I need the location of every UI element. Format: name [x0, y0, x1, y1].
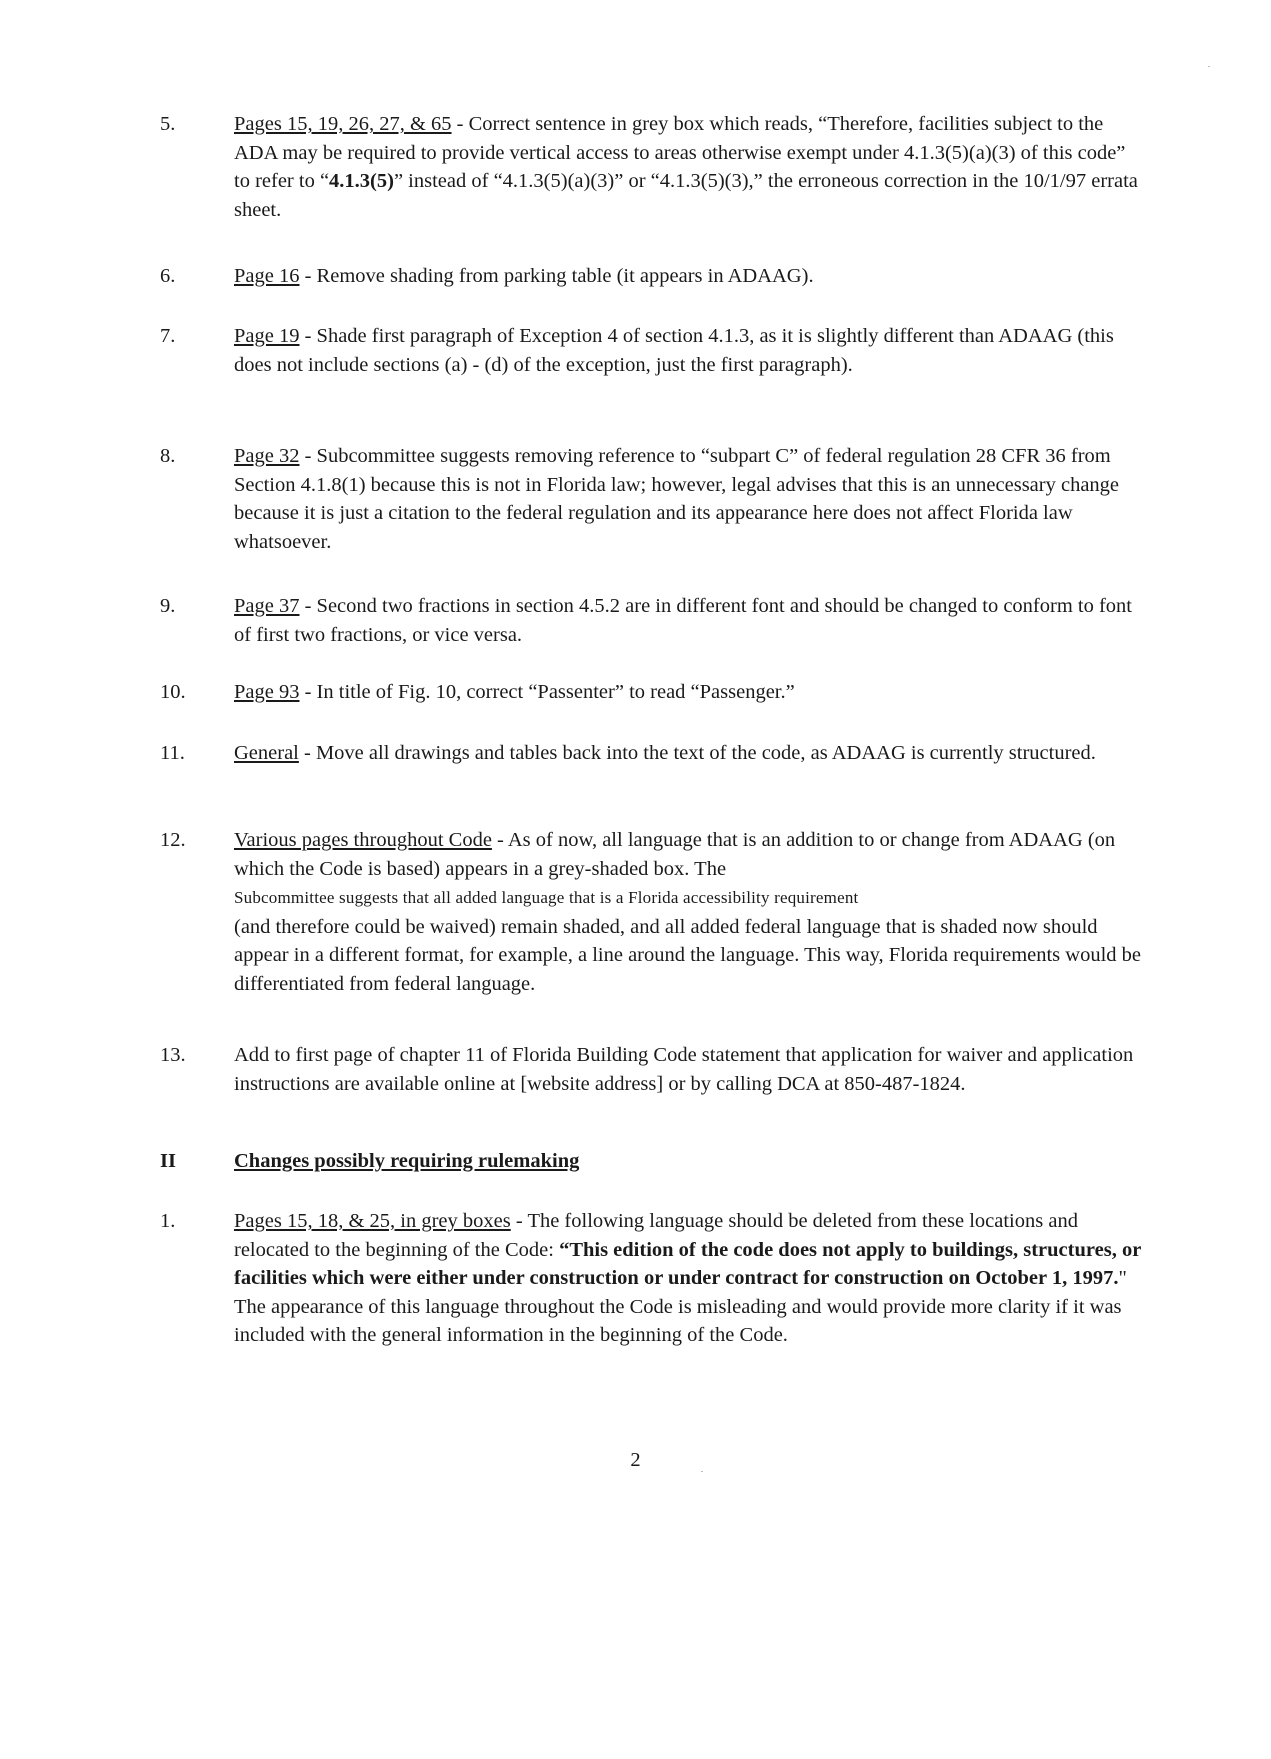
item-number: 6. [160, 265, 176, 287]
page-reference: Page 93 [234, 681, 300, 703]
item-body [234, 739, 1146, 768]
item-number: 7. [160, 325, 176, 347]
page-reference: Page 19 [234, 325, 300, 347]
section-ii-list-item-1 [160, 1207, 1160, 1350]
page-reference: Various pages throughout Code [234, 829, 492, 851]
item-text: - The following language should be deleted from these locations and relocated to the beginning of the Code: [234, 1210, 1078, 1261]
item-body [234, 826, 1146, 998]
page-reference: Page 32 [234, 445, 300, 467]
quoted-bold-text: “This edition of the code does not apply to buildings, structures, or facilities which were either under construction or under contract for construction on October 1, 1997. [234, 1238, 1141, 1289]
item-body [234, 262, 1146, 291]
item-number: 13. [160, 1044, 186, 1066]
item-body [234, 1041, 1146, 1098]
item-text-small: Subcommittee suggests that all added language that is a Florida accessibility requirement [234, 888, 859, 907]
item-text: Add to first page of chapter 11 of Florida Building Code statement that application for waiver and application instructions are available online at [website address] or by calling DCA at 850-487-1824. [234, 1044, 1134, 1095]
section-number: II [160, 1150, 176, 1172]
page-reference: Pages 15, 19, 26, 27, & 65 [234, 113, 452, 135]
item-text: - Shade first paragraph of Exception 4 of section 4.1.3, as it is slightly different than ADAAG (this does not include sections (a) - (d) of the exception, just the first paragraph). [234, 325, 1114, 376]
page-reference: General [234, 742, 299, 764]
list-item-5 [160, 110, 1160, 224]
item-text: - Move all drawings and tables back into the text of the code, as ADAAG is currently structured. [298, 742, 1096, 764]
item-text: - Subcommittee suggests removing reference to “subpart C” of federal regulation 28 CFR 36 from Section 4.1.8(1) because this is not in Florida law; however, legal advises that this is an unnecessary change because it is just a citation to the federal regulation and its appearance here does not affect Florida law whatsoever. [234, 445, 1120, 553]
item-text: - As of now, all language that is an addition to or change from ADAAG (on which the Code is based) appears in a grey-shaded box. The [234, 829, 1116, 880]
list-item-10 [160, 678, 1160, 707]
item-body [234, 1207, 1146, 1350]
page-reference: Pages 15, 18, & 25, in grey boxes [234, 1210, 511, 1232]
page-number: 2 [630, 1449, 641, 1471]
scan-speck [701, 1471, 703, 1472]
item-text-after: (and therefore could be waived) remain shaded, and all added federal language that is shaded now should appear in a different format, for example, a line around the language. This way, Florida requirements would be differentiated from federal language. [234, 915, 1142, 995]
item-text: - Second two fractions in section 4.5.2 are in different font and should be changed to conform to font of first two fractions, or vice versa. [234, 595, 1132, 646]
page-reference: Page 16 [234, 265, 300, 287]
scan-speck [1208, 66, 1210, 67]
item-number: 10. [160, 681, 186, 703]
list-item-8 [160, 442, 1160, 556]
item-number: 11. [160, 742, 185, 764]
item-number: 1. [160, 1210, 176, 1232]
item-text: - Correct sentence in grey box which reads, “Therefore, facilities subject to the ADA may be required to provide vertical access to areas otherwise exempt under 4.1.3(5)(a)(3) of this code” to refer to “ [234, 113, 1126, 192]
section-title: Changes possibly requiring rulemaking [234, 1150, 580, 1172]
item-body [234, 678, 1146, 707]
list-item-7 [160, 322, 1160, 379]
item-body [234, 110, 1146, 224]
item-body [234, 322, 1146, 379]
list-item-6 [160, 262, 1160, 291]
item-text-after: ” instead of “4.1.3(5)(a)(3)” or “4.1.3(5)(3),” the erroneous correction in the 10/1/97 errata sheet. [234, 170, 1138, 221]
list-item-13 [160, 1041, 1160, 1098]
list-item-12 [160, 826, 1160, 998]
item-text: - In title of Fig. 10, correct “Passenter” to read “Passenger.” [299, 681, 795, 703]
section-heading [160, 1147, 1160, 1176]
item-bold-text: 4.1.3(5) [329, 170, 394, 192]
item-number: 5. [160, 113, 176, 135]
item-number: 8. [160, 445, 176, 467]
item-text: - Remove shading from parking table (it appears in ADAAG). [299, 265, 814, 287]
item-number: 12. [160, 829, 186, 851]
item-body [234, 442, 1146, 556]
list-item-9 [160, 592, 1160, 649]
item-body [234, 592, 1146, 649]
page-reference: Page 37 [234, 595, 300, 617]
list-item-11 [160, 739, 1160, 768]
item-text-after: " The appearance of this language throughout the Code is misleading and would provide more clarity if it was included with the general information in the beginning of the Code. [234, 1267, 1127, 1346]
item-number: 9. [160, 595, 176, 617]
